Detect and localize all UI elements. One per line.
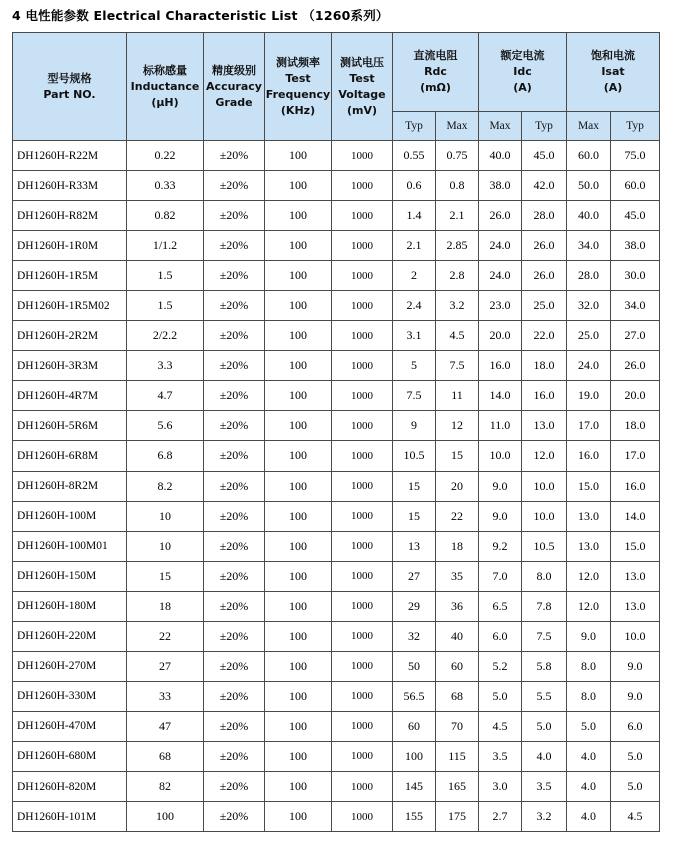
table-row xyxy=(13,561,660,591)
cell-frequency: 100 xyxy=(265,381,332,411)
cell-part-no: DH1260H-4R7M xyxy=(13,381,127,411)
cell-rdc-typ: 0.6 xyxy=(393,171,436,201)
table-row xyxy=(13,471,660,501)
cell-rdc-max: 18 xyxy=(436,531,479,561)
cell-inductance: 1/1.2 xyxy=(127,231,204,261)
cell-idc-max: 24.0 xyxy=(479,231,522,261)
cell-rdc-max: 35 xyxy=(436,561,479,591)
table-row xyxy=(13,441,660,471)
cell-accuracy: ±20% xyxy=(204,471,265,501)
cell-idc-typ: 7.8 xyxy=(522,591,567,621)
cell-inductance: 33 xyxy=(127,681,204,711)
cell-accuracy: ±20% xyxy=(204,291,265,321)
table-row xyxy=(13,531,660,561)
cell-frequency: 100 xyxy=(265,531,332,561)
cell-part-no: DH1260H-R82M xyxy=(13,201,127,231)
col-header-idc: 额定电流 Idc (A) xyxy=(479,33,567,112)
cell-idc-max: 2.7 xyxy=(479,802,522,832)
cell-idc-typ: 10.5 xyxy=(522,531,567,561)
cell-rdc-typ: 155 xyxy=(393,802,436,832)
cell-rdc-max: 22 xyxy=(436,501,479,531)
cell-isat-typ: 13.0 xyxy=(611,591,660,621)
cell-accuracy: ±20% xyxy=(204,411,265,441)
cell-part-no: DH1260H-1R5M xyxy=(13,261,127,291)
cell-accuracy: ±20% xyxy=(204,711,265,741)
cell-frequency: 100 xyxy=(265,411,332,441)
cell-inductance: 18 xyxy=(127,591,204,621)
cell-isat-typ: 16.0 xyxy=(611,471,660,501)
cell-accuracy: ±20% xyxy=(204,171,265,201)
cell-accuracy: ±20% xyxy=(204,621,265,651)
cell-accuracy: ±20% xyxy=(204,351,265,381)
cell-idc-max: 10.0 xyxy=(479,441,522,471)
table-body xyxy=(13,141,660,832)
cell-idc-typ: 10.0 xyxy=(522,471,567,501)
cell-rdc-max: 175 xyxy=(436,802,479,832)
cell-rdc-max: 15 xyxy=(436,441,479,471)
table-row xyxy=(13,621,660,651)
cell-isat-typ: 27.0 xyxy=(611,321,660,351)
cell-voltage: 1000 xyxy=(332,411,393,441)
cell-isat-typ: 45.0 xyxy=(611,201,660,231)
cell-idc-max: 5.0 xyxy=(479,681,522,711)
cell-part-no: DH1260H-820M xyxy=(13,771,127,801)
cell-frequency: 100 xyxy=(265,711,332,741)
cell-isat-typ: 5.0 xyxy=(611,741,660,771)
cell-frequency: 100 xyxy=(265,231,332,261)
cell-idc-typ: 12.0 xyxy=(522,441,567,471)
cell-idc-typ: 7.5 xyxy=(522,621,567,651)
table-row xyxy=(13,351,660,381)
cell-accuracy: ±20% xyxy=(204,201,265,231)
cell-part-no: DH1260H-100M xyxy=(13,501,127,531)
cell-part-no: DH1260H-R22M xyxy=(13,141,127,171)
cell-isat-max: 25.0 xyxy=(567,321,611,351)
cell-idc-max: 24.0 xyxy=(479,261,522,291)
cell-accuracy: ±20% xyxy=(204,651,265,681)
cell-accuracy: ±20% xyxy=(204,591,265,621)
cell-inductance: 27 xyxy=(127,651,204,681)
cell-isat-typ: 6.0 xyxy=(611,711,660,741)
cell-frequency: 100 xyxy=(265,441,332,471)
cell-isat-typ: 38.0 xyxy=(611,231,660,261)
cell-frequency: 100 xyxy=(265,651,332,681)
cell-isat-max: 9.0 xyxy=(567,621,611,651)
cell-voltage: 1000 xyxy=(332,291,393,321)
cell-rdc-typ: 56.5 xyxy=(393,681,436,711)
cell-idc-max: 14.0 xyxy=(479,381,522,411)
table-row xyxy=(13,501,660,531)
cell-rdc-typ: 27 xyxy=(393,561,436,591)
col-header-inductance: 标称感量 Inductance (μH) xyxy=(127,33,204,141)
cell-isat-max: 28.0 xyxy=(567,261,611,291)
cell-frequency: 100 xyxy=(265,561,332,591)
cell-part-no: DH1260H-330M xyxy=(13,681,127,711)
cell-idc-max: 9.0 xyxy=(479,501,522,531)
cell-rdc-typ: 3.1 xyxy=(393,321,436,351)
subheader-rdc-max: Max xyxy=(436,112,479,141)
electrical-characteristic-table xyxy=(12,32,660,832)
cell-inductance: 8.2 xyxy=(127,471,204,501)
cell-rdc-typ: 15 xyxy=(393,471,436,501)
cell-voltage: 1000 xyxy=(332,261,393,291)
cell-rdc-typ: 5 xyxy=(393,351,436,381)
table-row xyxy=(13,381,660,411)
cell-rdc-max: 4.5 xyxy=(436,321,479,351)
cell-idc-typ: 26.0 xyxy=(522,261,567,291)
cell-part-no: DH1260H-8R2M xyxy=(13,471,127,501)
cell-idc-max: 38.0 xyxy=(479,171,522,201)
cell-isat-typ: 4.5 xyxy=(611,802,660,832)
cell-rdc-max: 68 xyxy=(436,681,479,711)
cell-inductance: 22 xyxy=(127,621,204,651)
cell-rdc-typ: 2 xyxy=(393,261,436,291)
cell-accuracy: ±20% xyxy=(204,501,265,531)
cell-frequency: 100 xyxy=(265,321,332,351)
cell-rdc-typ: 13 xyxy=(393,531,436,561)
col-header-voltage: 测试电压 Test Voltage (mV) xyxy=(332,33,393,141)
cell-idc-typ: 13.0 xyxy=(522,411,567,441)
cell-inductance: 1.5 xyxy=(127,291,204,321)
cell-inductance: 6.8 xyxy=(127,441,204,471)
subheader-isat-max: Max xyxy=(567,112,611,141)
cell-voltage: 1000 xyxy=(332,531,393,561)
cell-idc-max: 4.5 xyxy=(479,711,522,741)
cell-rdc-max: 70 xyxy=(436,711,479,741)
table-row xyxy=(13,141,660,171)
table-row xyxy=(13,802,660,832)
cell-isat-max: 34.0 xyxy=(567,231,611,261)
table-row xyxy=(13,591,660,621)
cell-isat-max: 4.0 xyxy=(567,802,611,832)
cell-isat-max: 8.0 xyxy=(567,681,611,711)
cell-rdc-max: 2.1 xyxy=(436,201,479,231)
cell-isat-typ: 13.0 xyxy=(611,561,660,591)
cell-accuracy: ±20% xyxy=(204,531,265,561)
cell-rdc-max: 11 xyxy=(436,381,479,411)
cell-inductance: 100 xyxy=(127,802,204,832)
cell-idc-max: 5.2 xyxy=(479,651,522,681)
cell-isat-typ: 34.0 xyxy=(611,291,660,321)
cell-inductance: 0.22 xyxy=(127,141,204,171)
cell-frequency: 100 xyxy=(265,471,332,501)
cell-isat-typ: 20.0 xyxy=(611,381,660,411)
table-row xyxy=(13,651,660,681)
subheader-idc-max: Max xyxy=(479,112,522,141)
cell-isat-max: 4.0 xyxy=(567,741,611,771)
cell-voltage: 1000 xyxy=(332,802,393,832)
cell-voltage: 1000 xyxy=(332,171,393,201)
cell-isat-max: 12.0 xyxy=(567,561,611,591)
cell-idc-max: 23.0 xyxy=(479,291,522,321)
cell-frequency: 100 xyxy=(265,261,332,291)
cell-rdc-typ: 7.5 xyxy=(393,381,436,411)
cell-isat-max: 16.0 xyxy=(567,441,611,471)
cell-voltage: 1000 xyxy=(332,711,393,741)
section-title: 4 电性能参数 Electrical Characteristic List （1260系列） xyxy=(12,8,389,23)
cell-idc-typ: 22.0 xyxy=(522,321,567,351)
cell-frequency: 100 xyxy=(265,802,332,832)
cell-isat-max: 60.0 xyxy=(567,141,611,171)
cell-idc-typ: 5.8 xyxy=(522,651,567,681)
cell-voltage: 1000 xyxy=(332,501,393,531)
table-row xyxy=(13,261,660,291)
cell-frequency: 100 xyxy=(265,141,332,171)
cell-inductance: 10 xyxy=(127,531,204,561)
cell-inductance: 47 xyxy=(127,711,204,741)
cell-rdc-max: 165 xyxy=(436,771,479,801)
cell-rdc-typ: 100 xyxy=(393,741,436,771)
cell-isat-max: 40.0 xyxy=(567,201,611,231)
cell-frequency: 100 xyxy=(265,591,332,621)
table-row xyxy=(13,321,660,351)
cell-idc-max: 6.0 xyxy=(479,621,522,651)
cell-inductance: 0.82 xyxy=(127,201,204,231)
cell-part-no: DH1260H-101M xyxy=(13,802,127,832)
cell-isat-typ: 75.0 xyxy=(611,141,660,171)
cell-idc-max: 3.0 xyxy=(479,771,522,801)
cell-part-no: DH1260H-470M xyxy=(13,711,127,741)
cell-voltage: 1000 xyxy=(332,441,393,471)
cell-inductance: 0.33 xyxy=(127,171,204,201)
cell-rdc-max: 2.85 xyxy=(436,231,479,261)
cell-isat-typ: 26.0 xyxy=(611,351,660,381)
col-header-rdc: 直流电阻 Rdc (mΩ) xyxy=(393,33,479,112)
table-row xyxy=(13,201,660,231)
cell-idc-max: 26.0 xyxy=(479,201,522,231)
cell-accuracy: ±20% xyxy=(204,561,265,591)
cell-idc-typ: 16.0 xyxy=(522,381,567,411)
cell-frequency: 100 xyxy=(265,201,332,231)
cell-isat-max: 15.0 xyxy=(567,471,611,501)
cell-inductance: 3.3 xyxy=(127,351,204,381)
cell-voltage: 1000 xyxy=(332,741,393,771)
cell-accuracy: ±20% xyxy=(204,381,265,411)
cell-idc-max: 40.0 xyxy=(479,141,522,171)
cell-idc-max: 9.2 xyxy=(479,531,522,561)
cell-rdc-max: 7.5 xyxy=(436,351,479,381)
cell-idc-max: 16.0 xyxy=(479,351,522,381)
table-row xyxy=(13,711,660,741)
cell-voltage: 1000 xyxy=(332,381,393,411)
subheader-idc-typ: Typ xyxy=(522,112,567,141)
cell-accuracy: ±20% xyxy=(204,321,265,351)
cell-idc-typ: 5.0 xyxy=(522,711,567,741)
cell-isat-max: 50.0 xyxy=(567,171,611,201)
cell-rdc-max: 3.2 xyxy=(436,291,479,321)
cell-part-no: DH1260H-R33M xyxy=(13,171,127,201)
cell-isat-max: 24.0 xyxy=(567,351,611,381)
cell-part-no: DH1260H-1R0M xyxy=(13,231,127,261)
cell-voltage: 1000 xyxy=(332,231,393,261)
cell-isat-typ: 17.0 xyxy=(611,441,660,471)
cell-isat-max: 5.0 xyxy=(567,711,611,741)
cell-voltage: 1000 xyxy=(332,591,393,621)
cell-voltage: 1000 xyxy=(332,771,393,801)
cell-part-no: DH1260H-1R5M02 xyxy=(13,291,127,321)
cell-part-no: DH1260H-680M xyxy=(13,741,127,771)
cell-isat-max: 19.0 xyxy=(567,381,611,411)
cell-part-no: DH1260H-100M01 xyxy=(13,531,127,561)
cell-rdc-typ: 2.4 xyxy=(393,291,436,321)
cell-rdc-typ: 50 xyxy=(393,651,436,681)
cell-part-no: DH1260H-270M xyxy=(13,651,127,681)
cell-rdc-max: 0.8 xyxy=(436,171,479,201)
cell-rdc-max: 20 xyxy=(436,471,479,501)
cell-rdc-typ: 145 xyxy=(393,771,436,801)
col-header-isat: 饱和电流 Isat (A) xyxy=(567,33,660,112)
cell-isat-typ: 5.0 xyxy=(611,771,660,801)
table-row xyxy=(13,411,660,441)
cell-frequency: 100 xyxy=(265,501,332,531)
cell-rdc-max: 12 xyxy=(436,411,479,441)
cell-isat-typ: 9.0 xyxy=(611,651,660,681)
cell-idc-typ: 5.5 xyxy=(522,681,567,711)
cell-idc-max: 7.0 xyxy=(479,561,522,591)
cell-voltage: 1000 xyxy=(332,651,393,681)
cell-isat-typ: 30.0 xyxy=(611,261,660,291)
cell-rdc-typ: 60 xyxy=(393,711,436,741)
cell-accuracy: ±20% xyxy=(204,741,265,771)
table-row xyxy=(13,681,660,711)
cell-part-no: DH1260H-180M xyxy=(13,591,127,621)
cell-frequency: 100 xyxy=(265,291,332,321)
cell-frequency: 100 xyxy=(265,351,332,381)
cell-accuracy: ±20% xyxy=(204,441,265,471)
cell-part-no: DH1260H-150M xyxy=(13,561,127,591)
cell-isat-typ: 14.0 xyxy=(611,501,660,531)
cell-rdc-typ: 2.1 xyxy=(393,231,436,261)
cell-part-no: DH1260H-3R3M xyxy=(13,351,127,381)
cell-part-no: DH1260H-220M xyxy=(13,621,127,651)
cell-frequency: 100 xyxy=(265,171,332,201)
cell-inductance: 5.6 xyxy=(127,411,204,441)
cell-voltage: 1000 xyxy=(332,471,393,501)
cell-part-no: DH1260H-2R2M xyxy=(13,321,127,351)
col-header-frequency: 测试频率 Test Frequency (KHz) xyxy=(265,33,332,141)
cell-rdc-typ: 0.55 xyxy=(393,141,436,171)
cell-rdc-max: 36 xyxy=(436,591,479,621)
cell-idc-typ: 42.0 xyxy=(522,171,567,201)
cell-rdc-typ: 29 xyxy=(393,591,436,621)
subheader-isat-typ: Typ xyxy=(611,112,660,141)
cell-frequency: 100 xyxy=(265,741,332,771)
cell-isat-max: 4.0 xyxy=(567,771,611,801)
cell-inductance: 15 xyxy=(127,561,204,591)
cell-idc-max: 11.0 xyxy=(479,411,522,441)
cell-idc-max: 6.5 xyxy=(479,591,522,621)
table-row xyxy=(13,231,660,261)
cell-isat-max: 17.0 xyxy=(567,411,611,441)
cell-inductance: 1.5 xyxy=(127,261,204,291)
cell-inductance: 68 xyxy=(127,741,204,771)
cell-voltage: 1000 xyxy=(332,201,393,231)
cell-rdc-max: 40 xyxy=(436,621,479,651)
cell-idc-typ: 26.0 xyxy=(522,231,567,261)
cell-part-no: DH1260H-6R8M xyxy=(13,441,127,471)
cell-idc-typ: 25.0 xyxy=(522,291,567,321)
cell-idc-typ: 18.0 xyxy=(522,351,567,381)
cell-idc-max: 3.5 xyxy=(479,741,522,771)
subheader-rdc-typ: Typ xyxy=(393,112,436,141)
cell-idc-typ: 3.5 xyxy=(522,771,567,801)
cell-rdc-max: 0.75 xyxy=(436,141,479,171)
cell-isat-max: 12.0 xyxy=(567,591,611,621)
cell-voltage: 1000 xyxy=(332,621,393,651)
table-row xyxy=(13,171,660,201)
header-row xyxy=(13,33,660,112)
col-header-accuracy: 精度级别 Accuracy Grade xyxy=(204,33,265,141)
cell-accuracy: ±20% xyxy=(204,261,265,291)
cell-rdc-typ: 1.4 xyxy=(393,201,436,231)
cell-voltage: 1000 xyxy=(332,141,393,171)
cell-part-no: DH1260H-5R6M xyxy=(13,411,127,441)
cell-inductance: 82 xyxy=(127,771,204,801)
cell-inductance: 10 xyxy=(127,501,204,531)
cell-frequency: 100 xyxy=(265,771,332,801)
cell-voltage: 1000 xyxy=(332,561,393,591)
cell-accuracy: ±20% xyxy=(204,771,265,801)
col-header-part-no: 型号规格 Part NO. xyxy=(13,33,127,141)
cell-accuracy: ±20% xyxy=(204,681,265,711)
cell-isat-max: 13.0 xyxy=(567,501,611,531)
cell-isat-typ: 10.0 xyxy=(611,621,660,651)
cell-idc-max: 9.0 xyxy=(479,471,522,501)
cell-rdc-max: 115 xyxy=(436,741,479,771)
cell-inductance: 2/2.2 xyxy=(127,321,204,351)
cell-isat-typ: 15.0 xyxy=(611,531,660,561)
cell-rdc-typ: 32 xyxy=(393,621,436,651)
cell-idc-typ: 45.0 xyxy=(522,141,567,171)
cell-idc-typ: 4.0 xyxy=(522,741,567,771)
cell-idc-typ: 8.0 xyxy=(522,561,567,591)
cell-accuracy: ±20% xyxy=(204,802,265,832)
cell-frequency: 100 xyxy=(265,681,332,711)
cell-inductance: 4.7 xyxy=(127,381,204,411)
cell-accuracy: ±20% xyxy=(204,231,265,261)
cell-idc-typ: 28.0 xyxy=(522,201,567,231)
cell-idc-max: 20.0 xyxy=(479,321,522,351)
cell-isat-max: 32.0 xyxy=(567,291,611,321)
cell-frequency: 100 xyxy=(265,621,332,651)
cell-voltage: 1000 xyxy=(332,321,393,351)
cell-rdc-typ: 9 xyxy=(393,411,436,441)
table-row xyxy=(13,741,660,771)
cell-rdc-max: 60 xyxy=(436,651,479,681)
cell-isat-max: 13.0 xyxy=(567,531,611,561)
cell-rdc-typ: 15 xyxy=(393,501,436,531)
cell-isat-max: 8.0 xyxy=(567,651,611,681)
cell-idc-typ: 10.0 xyxy=(522,501,567,531)
cell-idc-typ: 3.2 xyxy=(522,802,567,832)
cell-rdc-max: 2.8 xyxy=(436,261,479,291)
cell-accuracy: ±20% xyxy=(204,141,265,171)
cell-isat-typ: 9.0 xyxy=(611,681,660,711)
cell-voltage: 1000 xyxy=(332,681,393,711)
table-row xyxy=(13,291,660,321)
table-row xyxy=(13,771,660,801)
cell-rdc-typ: 10.5 xyxy=(393,441,436,471)
cell-voltage: 1000 xyxy=(332,351,393,381)
cell-isat-typ: 18.0 xyxy=(611,411,660,441)
cell-isat-typ: 60.0 xyxy=(611,171,660,201)
